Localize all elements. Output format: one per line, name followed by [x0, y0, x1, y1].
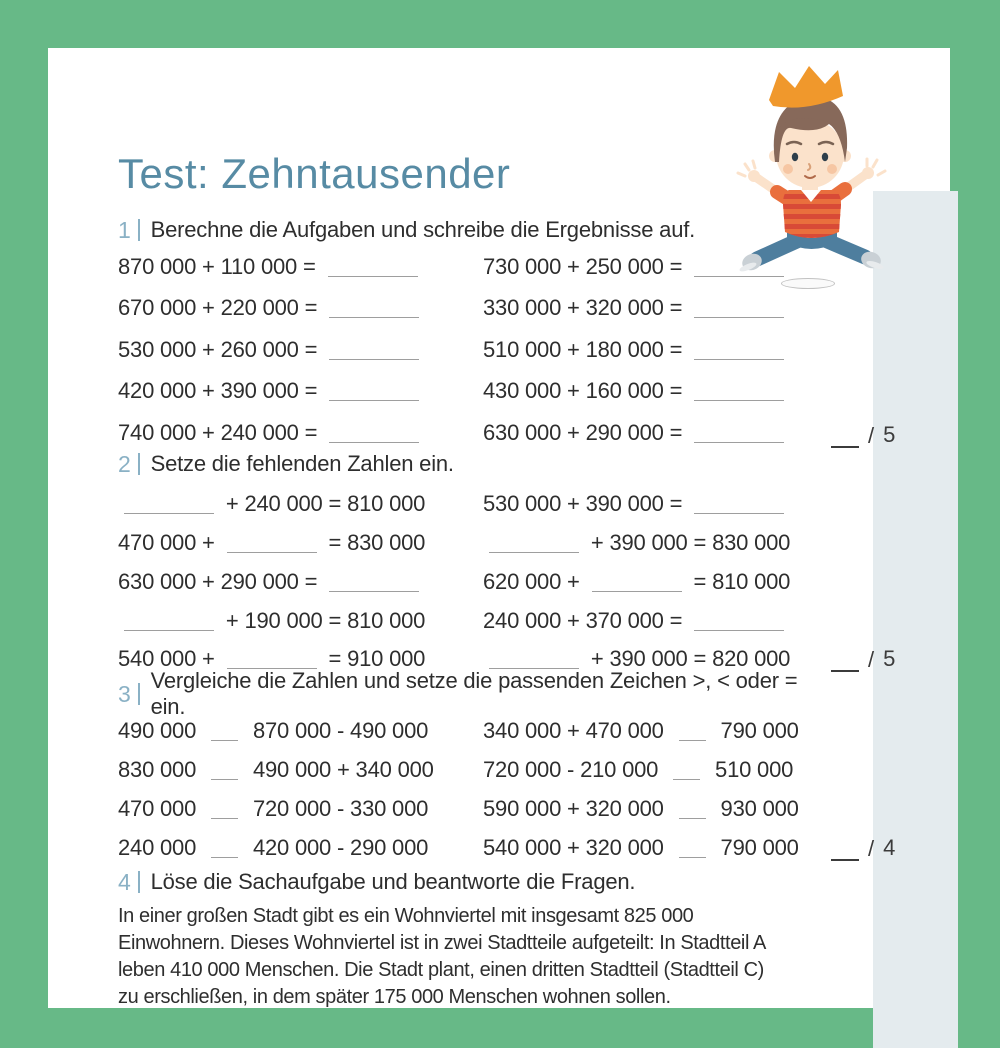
equation-text: 720 000 - 210 000 [483, 756, 665, 782]
exercise-number: 1 [118, 216, 131, 243]
score-blank[interactable] [831, 843, 859, 861]
equation-text: 240 000 [118, 834, 203, 860]
exercise-number-divider [138, 683, 140, 705]
comparison-sign-blank[interactable] [679, 843, 706, 858]
equation-right [483, 295, 832, 321]
equation-text: 620 000 + [483, 568, 586, 594]
exercise-number: 4 [118, 868, 131, 895]
equation-text: 670 000 + 220 000 = [118, 295, 324, 321]
equation-right [483, 337, 832, 363]
comparison-sign-blank[interactable] [211, 726, 238, 741]
score-slash: / [868, 423, 875, 448]
equation-row [118, 246, 832, 288]
exercise-1-rows [118, 246, 832, 454]
equation-right [483, 491, 832, 517]
equation-left [118, 295, 483, 321]
word-problem-text [118, 903, 832, 1011]
equation-text: 490 000 + 340 000 [247, 756, 434, 782]
answer-blank[interactable] [329, 343, 419, 360]
score-slash: / [868, 647, 875, 672]
answer-blank[interactable] [489, 536, 579, 553]
equation-text: + 390 000 = 820 000 [585, 646, 791, 672]
score-max: 5 [883, 646, 896, 671]
exercise-number: 3 [118, 680, 131, 707]
word-problem-line: leben 410 000 Menschen. Die Stadt plant, einen dritten Stadtteil (Stadtteil C) [118, 959, 764, 981]
equation-text: 730 000 + 250 000 = [483, 253, 689, 279]
exercise-number-divider [138, 219, 140, 241]
score-blank[interactable] [831, 654, 859, 672]
answer-blank[interactable] [694, 343, 784, 360]
equation-left [118, 378, 483, 404]
equation-row [118, 524, 832, 563]
equation-text: = 910 000 [322, 646, 426, 672]
equation-text: 540 000 + 320 000 [483, 834, 670, 860]
equation-row [118, 412, 832, 454]
equation-text: 510 000 [709, 756, 794, 782]
exercise-number-divider [138, 453, 140, 475]
equation-right [483, 718, 832, 744]
equation-text: 340 000 + 470 000 [483, 717, 670, 743]
equation-text: 420 000 - 290 000 [247, 834, 429, 860]
equation-text: 330 000 + 320 000 = [483, 295, 689, 321]
equation-text: 530 000 + 260 000 = [118, 336, 324, 362]
exercise-number-divider [138, 871, 140, 893]
answer-blank[interactable] [329, 301, 419, 318]
exercise-4-header [118, 868, 832, 896]
exercise-2-rows [118, 485, 832, 679]
equation-text: 470 000 [118, 795, 203, 821]
comparison-sign-blank[interactable] [679, 804, 706, 819]
equation-left [118, 569, 483, 595]
word-problem-line: zu erschließen, in dem später 175 000 Menschen wohnen sollen. [118, 986, 671, 1008]
comparison-sign-blank[interactable] [211, 765, 238, 780]
exercise-instruction: Berechne die Aufgaben und schreibe die Ergebnisse auf. [150, 217, 696, 242]
exercise-number: 2 [118, 450, 131, 477]
exercise-3-rows [118, 711, 832, 867]
equation-text: + 240 000 = 810 000 [220, 491, 426, 517]
answer-blank[interactable] [328, 260, 418, 277]
exercise-instruction: Setze die fehlenden Zahlen ein. [150, 451, 454, 476]
equation-row [118, 563, 832, 602]
equation-right [483, 796, 832, 822]
page-title: Test: Zehntausender [118, 150, 511, 197]
answer-blank[interactable] [124, 497, 214, 514]
equation-row [118, 601, 832, 640]
equation-row [118, 711, 832, 750]
answer-blank[interactable] [329, 575, 419, 592]
answer-blank[interactable] [592, 575, 682, 592]
equation-text: 630 000 + 290 000 = [118, 568, 324, 594]
equation-left [118, 796, 483, 822]
equation-right [483, 254, 832, 280]
equation-row [118, 485, 832, 524]
answer-blank[interactable] [694, 384, 784, 401]
equation-text: 530 000 + 390 000 = [483, 491, 689, 517]
equation-text: 930 000 [714, 795, 799, 821]
equation-left [118, 757, 483, 783]
equation-row [118, 789, 832, 828]
score-max: 5 [883, 422, 896, 447]
answer-blank[interactable] [694, 426, 784, 443]
score-max: 4 [883, 835, 896, 860]
equation-text: 870 000 + 110 000 = [118, 253, 322, 279]
score-blank[interactable] [831, 430, 859, 448]
equation-text: 490 000 [118, 717, 203, 743]
score-slash: / [868, 836, 875, 861]
answer-blank[interactable] [329, 426, 419, 443]
equation-text: 510 000 + 180 000 = [483, 336, 689, 362]
equation-text: 870 000 - 490 000 [247, 717, 429, 743]
exercise-instruction: Vergleiche die Zahlen und setze die passenden Zeichen >, < oder = ein. [150, 668, 798, 719]
equation-left [118, 835, 483, 861]
answer-blank[interactable] [694, 614, 784, 631]
equation-right [483, 569, 832, 595]
equation-text: 240 000 + 370 000 = [483, 607, 689, 633]
equation-left [118, 254, 483, 280]
equation-text: 630 000 + 290 000 = [483, 419, 689, 445]
equation-left [118, 608, 483, 634]
equation-row [118, 288, 832, 330]
equation-text: = 810 000 [687, 568, 791, 594]
word-problem-line: Einwohnern. Dieses Wohnviertel ist in zwei Stadtteile aufgeteilt: In Stadtteil A [118, 932, 766, 954]
equation-text: 720 000 - 330 000 [247, 795, 429, 821]
equation-row [118, 750, 832, 789]
exercise-4 [118, 868, 832, 1011]
equation-text: 830 000 [118, 756, 203, 782]
equation-text: 430 000 + 160 000 = [483, 378, 689, 404]
exercise-1-header [118, 216, 832, 244]
exercise-2 [118, 450, 832, 679]
answer-blank[interactable] [694, 301, 784, 318]
equation-text: 540 000 + [118, 646, 221, 672]
comparison-sign-blank[interactable] [211, 843, 238, 858]
equation-right [483, 530, 832, 556]
exercise-2-header [118, 450, 832, 478]
equation-text: 590 000 + 320 000 [483, 795, 670, 821]
equation-right [483, 378, 832, 404]
answer-blank[interactable] [227, 536, 317, 553]
comparison-sign-blank[interactable] [211, 804, 238, 819]
equation-row [118, 329, 832, 371]
equation-text: 790 000 [714, 834, 799, 860]
answer-blank[interactable] [329, 384, 419, 401]
answer-blank[interactable] [694, 497, 784, 514]
equation-left [118, 530, 483, 556]
score-field-exercise-2 [831, 646, 911, 672]
equation-text: + 390 000 = 830 000 [585, 530, 791, 556]
equation-row [118, 371, 832, 413]
score-field-exercise-1 [831, 422, 911, 448]
equation-right [483, 757, 832, 783]
equation-text: 420 000 + 390 000 = [118, 378, 324, 404]
equation-right [483, 608, 832, 634]
equation-text: 740 000 + 240 000 = [118, 419, 324, 445]
equation-left [118, 491, 483, 517]
equation-left [118, 337, 483, 363]
equation-row [118, 828, 832, 867]
exercise-3 [118, 668, 832, 867]
answer-blank[interactable] [227, 652, 317, 669]
equation-right [483, 420, 832, 446]
answer-blank[interactable] [694, 260, 784, 277]
score-column-background [873, 191, 958, 1048]
equation-text: = 830 000 [322, 530, 426, 556]
exercise-instruction: Löse die Sachaufgabe und beantworte die Fragen. [150, 869, 636, 894]
equation-text: 470 000 + [118, 530, 221, 556]
equation-text: 790 000 [714, 717, 799, 743]
exercise-3-header [118, 668, 832, 719]
equation-text: + 190 000 = 810 000 [220, 607, 426, 633]
comparison-sign-blank[interactable] [679, 726, 706, 741]
equation-left [118, 718, 483, 744]
equation-left [118, 420, 483, 446]
exercise-1 [118, 216, 832, 454]
equation-right [483, 835, 832, 861]
comparison-sign-blank[interactable] [673, 765, 700, 780]
answer-blank[interactable] [124, 614, 214, 631]
word-problem-line: In einer großen Stadt gibt es ein Wohnviertel mit insgesamt 825 000 [118, 905, 694, 927]
score-field-exercise-3 [831, 835, 911, 861]
answer-blank[interactable] [489, 652, 579, 669]
